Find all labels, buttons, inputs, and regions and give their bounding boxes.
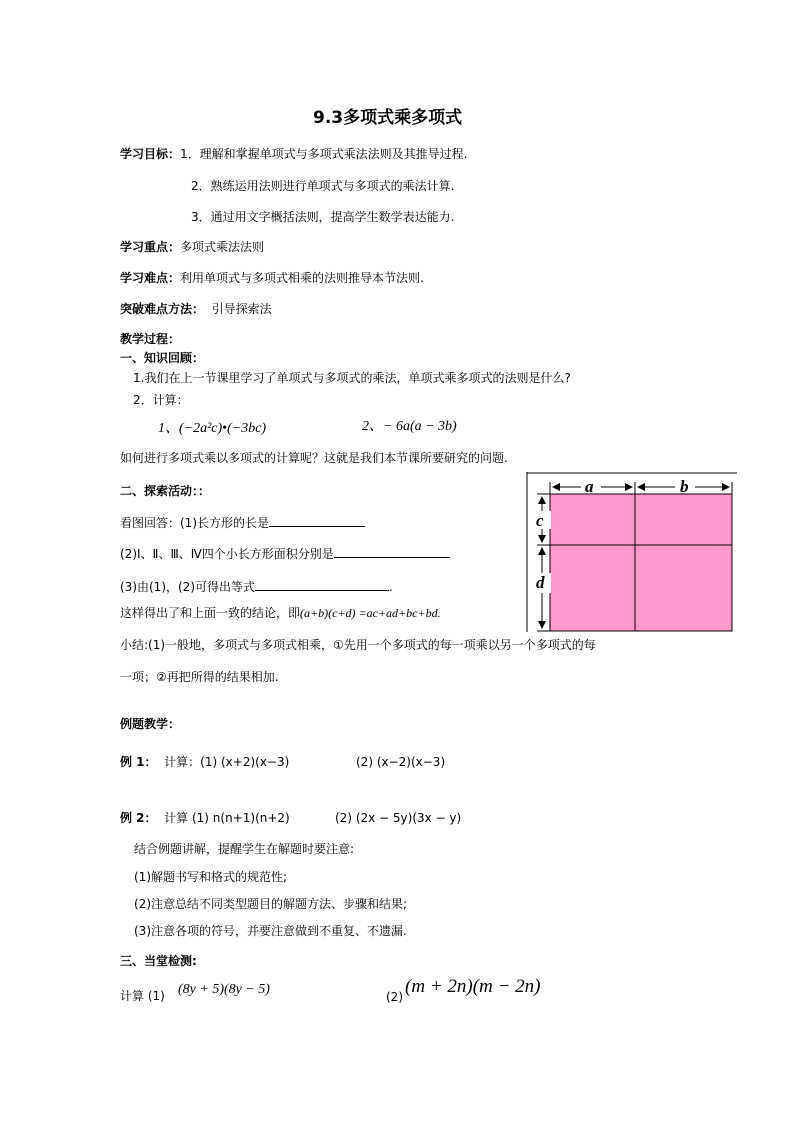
- check-label: 计算 (1): [120, 989, 165, 1003]
- region-III: [550, 545, 635, 631]
- method-line: [120, 303, 272, 315]
- review-expr-1: 1、(−2a²c)•(−3bc): [158, 421, 267, 436]
- example-1: [120, 756, 289, 768]
- label-c: c: [536, 511, 544, 530]
- label-b: b: [680, 477, 689, 496]
- example-1-part-1: 计算：(1) (x+2)(x−3): [164, 755, 290, 769]
- rectangle-diagram: [525, 472, 740, 634]
- region-IV: [635, 545, 732, 631]
- explore-q3: [120, 578, 393, 593]
- difficulty-text: 利用单项式与多项式相乘的法则推导本节法则.: [180, 271, 424, 285]
- check-label-2: (2): [386, 990, 403, 1004]
- examples-heading: 例题教学：: [120, 717, 181, 731]
- remind-item-2: (2)注意总结不同类型题目的解题方法、步骤和结果;: [134, 897, 408, 911]
- answer-blank-1[interactable]: [269, 514, 365, 527]
- method-text: 引导探索法: [211, 302, 272, 316]
- label-a: a: [585, 477, 594, 496]
- example-2-part-2: (2) (2x − 5y)(3x − y): [335, 811, 462, 825]
- answer-blank-3[interactable]: [255, 578, 389, 591]
- region-II: [635, 494, 732, 545]
- explore-q3-text: (3)由(1)，(2)可得出等式: [120, 580, 255, 594]
- remind-item-3: (3)注意各项的符号，并要注意做到不重复、不遗漏.: [134, 924, 407, 938]
- check-expr-1: (8y + 5)(8y − 5): [178, 982, 270, 997]
- process-label: 教学过程：: [120, 332, 181, 346]
- review-expr-2: 2、− 6a(a − 3b): [362, 419, 457, 434]
- goals-line-1: [120, 148, 467, 160]
- difficulty-line: [120, 272, 424, 284]
- summary-line-1: 小结:(1)一般地，多项式与多项式相乘，①先用一个多项式的每一项乘以另一个多项式的每: [120, 638, 596, 652]
- conclusion-formula: (a+b)(c+d) =ac+ad+bc+bd.: [300, 606, 441, 620]
- remind-text: 结合例题讲解，提醒学生在解题时要注意:: [134, 842, 355, 856]
- example-2: [120, 812, 290, 824]
- explore-q1-text: 看图回答：(1)长方形的长是: [120, 516, 269, 530]
- goals-label: 学习目标：: [120, 147, 181, 161]
- explore-q2: [120, 545, 450, 560]
- review-question-2: 2．计算：: [133, 393, 189, 407]
- example-1-part-2: (2) (x−2)(x−3): [356, 755, 446, 769]
- explore-q3-end: .: [389, 580, 393, 594]
- method-label: 突破难点方法：: [120, 302, 205, 316]
- explore-q1: [120, 514, 365, 529]
- focus-label: 学习重点：: [120, 240, 181, 254]
- goal-item-3: 3．通过用文字概括法则，提高学生数学表达能力.: [191, 210, 455, 224]
- check-expr-2: (m + 2n)(m − 2n): [405, 976, 541, 997]
- review-question-1: 1.我们在上一节课里学习了单项式与多项式的乘法，单项式乘多项式的法则是什么?: [133, 371, 571, 385]
- explore-q2-text: (2)Ⅰ、Ⅱ、Ⅲ、Ⅳ四个小长方形面积分别是: [120, 547, 334, 561]
- conclusion-text: 这样得出了和上面一致的结论，即: [120, 606, 301, 620]
- diagram-fill-group: [550, 494, 732, 631]
- answer-blank-2[interactable]: [334, 545, 450, 558]
- review-heading: 一、知识回顾：: [120, 351, 205, 365]
- example-2-label: 例 2：: [120, 811, 157, 825]
- explore-heading: 二、探索活动：：: [120, 484, 211, 498]
- example-1-label: 例 1：: [120, 755, 157, 769]
- region-I: [550, 494, 635, 545]
- goal-item-1: 1．理解和掌握单项式与多项式乘法法则及其推导过程.: [180, 147, 468, 161]
- explore-conclusion: [120, 607, 441, 619]
- focus-line: [120, 241, 264, 253]
- goal-item-2: 2．熟练运用法则进行单项式与多项式的乘法计算.: [191, 179, 455, 193]
- check-heading: 三、当堂检测:: [120, 954, 197, 968]
- focus-text: 多项式乘法法则: [180, 240, 265, 254]
- review-question-text: 如何进行多项式乘以多项式的计算呢？这就是我们本节课所要研究的问题.: [120, 451, 508, 465]
- summary-line-2: 一项；②再把所得的结果相加.: [120, 670, 279, 684]
- difficulty-label: 学习难点：: [120, 271, 181, 285]
- remind-item-1: (1)解题书写和格式的规范性;: [134, 870, 288, 884]
- example-2-part-1: 计算 (1) n(n+1)(n+2): [164, 811, 290, 825]
- page-title: 9.3多项式乘多项式: [313, 108, 463, 128]
- label-d: d: [536, 573, 545, 592]
